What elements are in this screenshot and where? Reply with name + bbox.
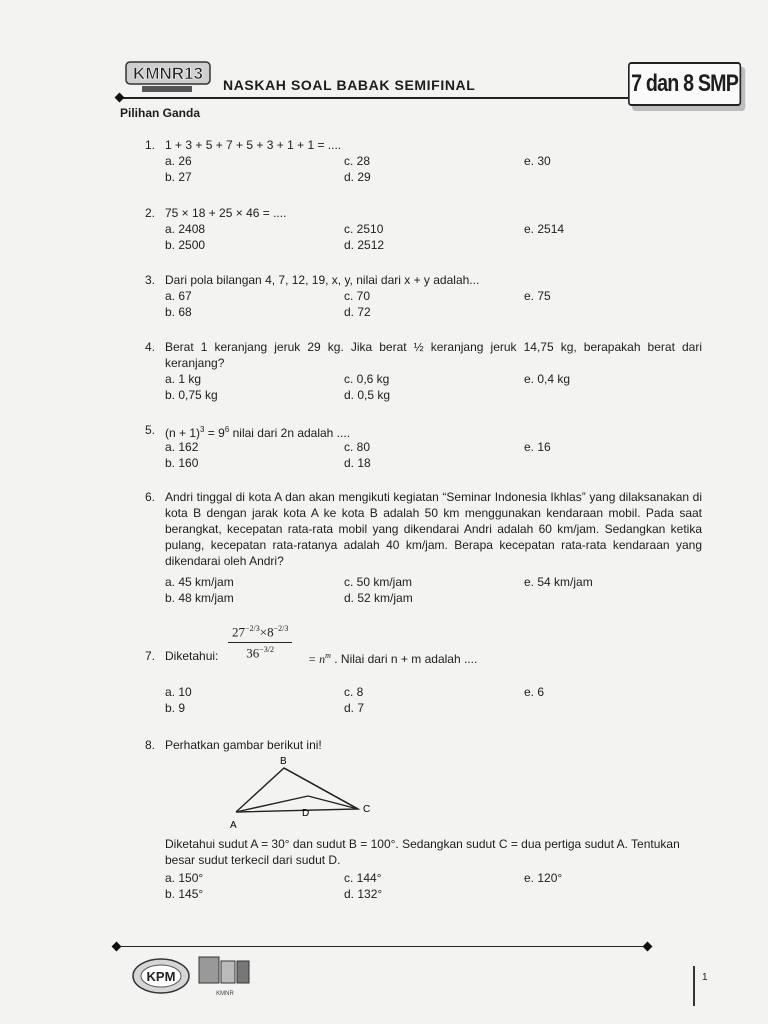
vertex-label-a: A [230, 820, 237, 831]
option-c[interactable]: c. 80 [344, 440, 371, 454]
question-text: 75 × 18 + 25 × 46 = .... [165, 206, 287, 220]
section-title: Pilihan Ganda [120, 106, 201, 120]
option-e[interactable]: e. 54 km/jam [524, 575, 593, 589]
question-number: 1. [145, 138, 156, 152]
question-number: 8. [145, 738, 156, 752]
option-d[interactable]: d. 132° [344, 887, 383, 901]
equation-rhs: = $n^m$ . Nilai dari n + m adalah .... [308, 651, 478, 666]
vertex-label-c: C [363, 804, 371, 815]
option-c[interactable]: c. 50 km/jam [344, 575, 413, 589]
option-a[interactable]: a. 150° [165, 871, 204, 885]
divider-dot-icon [643, 942, 653, 952]
option-a[interactable]: a. 45 km/jam [165, 575, 234, 589]
option-b[interactable]: b. 160 [165, 456, 199, 470]
option-d[interactable]: d. 29 [344, 170, 371, 184]
option-a[interactable]: a. 1 kg [165, 372, 202, 386]
option-e[interactable]: e. 30 [524, 154, 551, 168]
header-divider [118, 97, 628, 99]
option-e[interactable]: e. 16 [524, 440, 551, 454]
option-d[interactable]: d. 7 [344, 701, 365, 715]
vertex-label-b: B [280, 756, 287, 767]
expr-rhs: = 9 [204, 426, 225, 440]
exponent: −2/3 [245, 624, 260, 633]
grade-badge: 7 dan 8 SMP [628, 62, 741, 106]
question-number: 7. [145, 649, 156, 663]
equation-fraction [228, 624, 292, 662]
option-a[interactable]: a. 67 [165, 289, 192, 303]
kmnr-footer-logo [195, 953, 255, 1002]
option-c[interactable]: c. 28 [344, 154, 371, 168]
kmnr-logo [124, 58, 212, 98]
exponent: −2/3 [273, 624, 289, 633]
footer-divider [117, 946, 647, 947]
option-d[interactable]: d. 18 [344, 456, 371, 470]
kpm-logo [130, 956, 192, 1001]
question-label: Diketahui: [165, 649, 219, 663]
option-a[interactable]: a. 26 [165, 154, 192, 168]
option-e[interactable]: e. 6 [524, 685, 545, 699]
option-d[interactable]: d. 2512 [344, 238, 385, 252]
divider-dot-icon [112, 942, 122, 952]
option-b[interactable]: b. 27 [165, 170, 192, 184]
option-e[interactable]: e. 120° [524, 871, 563, 885]
option-b[interactable]: b. 145° [165, 887, 204, 901]
option-e[interactable]: e. 75 [524, 289, 551, 303]
option-a[interactable]: a. 2408 [165, 222, 206, 236]
numerator-term: ×8 [259, 624, 274, 640]
denominator-term: 36 [246, 645, 260, 661]
option-c[interactable]: c. 144° [344, 871, 382, 885]
question-8-detail: Diketahui sudut A = 30° dan sudut B = 100°. Sedangkan sudut C = dua pertiga sudut A. Tentukan besar sudut terkecil dari sudut D. [165, 837, 680, 867]
option-b[interactable]: b. 48 km/jam [165, 591, 234, 605]
question-number: 5. [145, 423, 156, 437]
question-text: Dari pola bilangan 4, 7, 12, 19, x, y, nilai dari x + y adalah... [165, 273, 480, 287]
question-number: 2. [145, 206, 156, 220]
option-c[interactable]: c. 0,6 kg [344, 372, 390, 386]
question-text [165, 422, 702, 441]
option-e[interactable]: e. 0,4 kg [524, 372, 571, 386]
question-number: 4. [145, 340, 156, 354]
question-number: 3. [145, 273, 156, 287]
option-b[interactable]: b. 68 [165, 305, 192, 319]
vertex-label-d: D [302, 808, 310, 819]
triangle-segment-dc [308, 796, 358, 809]
kmnr-footer-lettering: KMNR [216, 991, 234, 997]
numerator-term: 27 [232, 624, 245, 640]
option-c[interactable]: c. 8 [344, 685, 364, 699]
question-text: Andri tinggal di kota A dan akan mengikuti kegiatan “Seminar Indonesia Ikhlas” yang dilaksanakan di kota B dengan jarak kota A ke kota B adalah 50 km menggunakan kendaraan mobil. Pada saat berangkat, kecepatan rata-rata mobil yang dikendarai Andri adalah 60 km/jam. Sedangkan ketika pulang, kecepatan rata-ratanya adalah 40 km/jam. Berapa kecepatan rata-rata kendaraan yang dikendarai oleh Andri? [165, 490, 702, 568]
expr-question: nilai dari 2n adalah .... [229, 426, 351, 440]
option-d[interactable]: d. 52 km/jam [344, 591, 413, 605]
exponent: −3/2 [259, 645, 275, 655]
option-b[interactable]: b. 2500 [165, 238, 206, 252]
option-b[interactable]: b. 0,75 kg [165, 388, 218, 402]
logo-lettering: KMNR13 [133, 64, 203, 83]
question-number: 6. [145, 490, 156, 504]
question-text: 1 + 3 + 5 + 7 + 5 + 3 + 1 + 1 = .... [165, 138, 342, 152]
option-e[interactable]: e. 2514 [524, 222, 565, 236]
question-text: Perhatkan gambar berikut ini! [165, 738, 322, 752]
expr-exponent: 3 [200, 425, 205, 434]
option-d[interactable]: d. 72 [344, 305, 371, 319]
expr-base: (n + 1) [165, 426, 201, 440]
page-number-bar [693, 966, 695, 1006]
option-a[interactable]: a. 10 [165, 685, 192, 699]
option-b[interactable]: b. 9 [165, 701, 186, 715]
divider-dot-icon [115, 93, 125, 103]
option-c[interactable]: c. 2510 [344, 222, 384, 236]
option-c[interactable]: c. 70 [344, 289, 371, 303]
triangle-figure [222, 752, 382, 837]
option-d[interactable]: d. 0,5 kg [344, 388, 391, 402]
expr-exponent: 6 [224, 425, 230, 434]
page-title: NASKAH SOAL BABAK SEMIFINAL [223, 77, 476, 93]
kpm-logo-lettering: KPM [146, 969, 176, 984]
page-number: 1 [702, 972, 708, 983]
question-text: Berat 1 keranjang jeruk 29 kg. Jika berat ½ keranjang jeruk 14,75 kg, berapakah berat dari keranjang? [165, 340, 702, 370]
option-a[interactable]: a. 162 [165, 440, 199, 454]
triangle-segment-ad [236, 796, 308, 812]
